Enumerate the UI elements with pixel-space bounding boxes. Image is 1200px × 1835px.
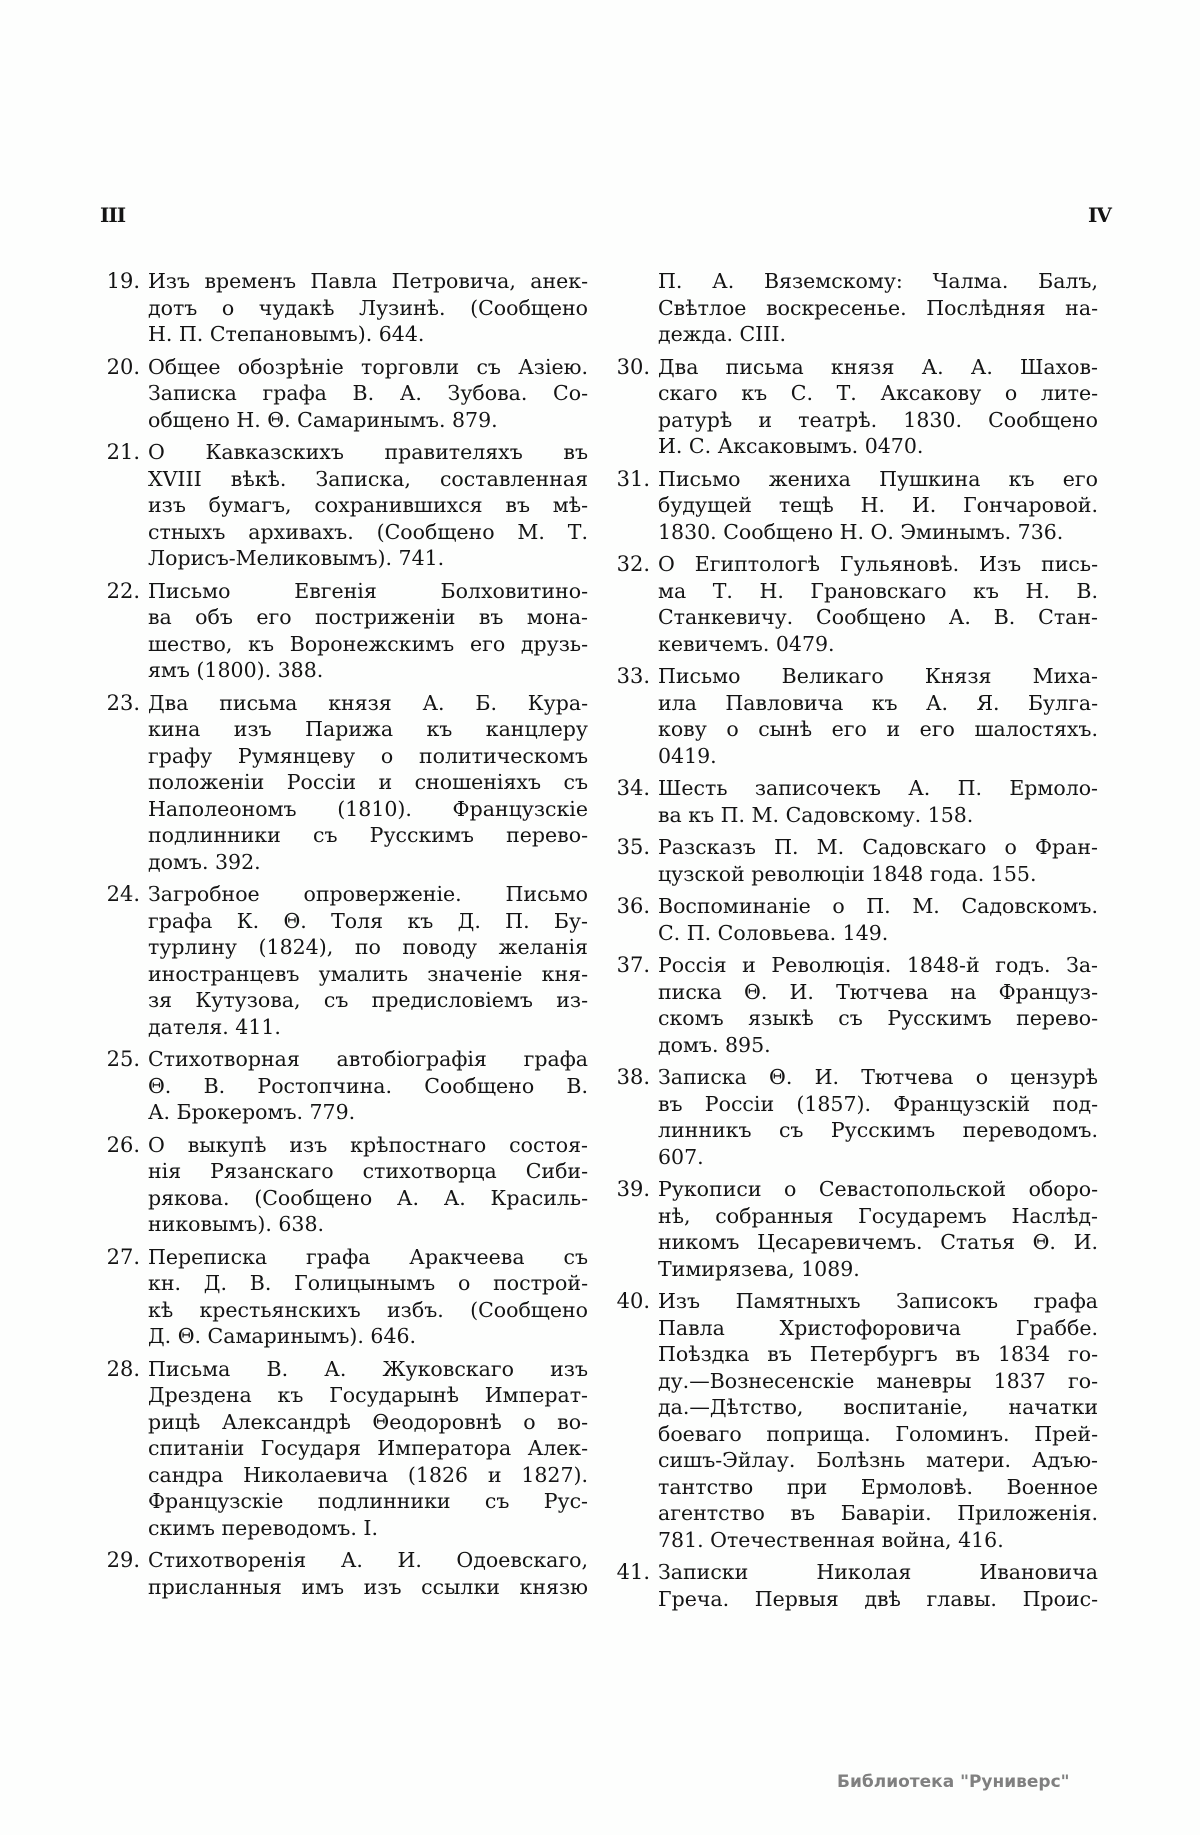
entry-number: 20. xyxy=(106,354,140,379)
entry-line: Рукописи о Севастопольской оборо- xyxy=(658,1177,1098,1201)
entry-line: присланныя имъ изъ ссылки князю xyxy=(148,1574,588,1599)
entry-number: 40. xyxy=(616,1289,650,1313)
entry-line: Свѣтлое воскресенье. Послѣдняя на- xyxy=(658,295,1098,320)
entry-line: скаго къ С. Т. Аксакову о лите- xyxy=(658,381,1098,405)
entry-line: Наполеономъ (1810). Французскіе xyxy=(148,796,588,821)
entry-line: А. Брокеромъ. 779. xyxy=(148,1100,356,1124)
page-number-right: IV xyxy=(1088,203,1111,227)
entry-line: 1830. Сообщено Н. О. Эминымъ. 736. xyxy=(658,519,1064,544)
entry-number: 31. xyxy=(616,466,650,491)
entry-line: кн. Д. В. Голицынымъ о построй- xyxy=(148,1271,588,1295)
entry-line: никомъ Цесаревичемъ. Статья Θ. И. xyxy=(658,1230,1098,1254)
entry-number: 27. xyxy=(106,1244,140,1269)
entry-line: Н. П. Степановымъ). 644. xyxy=(148,322,425,346)
entry-text xyxy=(658,466,1098,546)
entry-line: сишъ-Эйлау. Болѣзнь матери. Адъю- xyxy=(658,1448,1098,1472)
entry-number: 24. xyxy=(106,882,140,906)
entry-line: Россія и Революція. 1848-й годъ. За- xyxy=(658,953,1098,977)
entry-line: дежда. CIII. xyxy=(658,322,786,346)
entry-line: Переписка графа Аракчеева съ xyxy=(148,1244,588,1269)
entry-text xyxy=(658,1559,1098,1612)
entry-line: Тимирязева, 1089. xyxy=(658,1256,860,1281)
entry-line: Записки Николая Ивановича xyxy=(658,1560,1098,1584)
entry-line: Лорисъ-Меликовымъ). 741. xyxy=(148,546,445,570)
entry-line: агентство въ Баваріи. Приложенія. xyxy=(658,1501,1098,1525)
entry-line: тантство при Ермоловѣ. Военное xyxy=(658,1474,1098,1499)
entry-line: цузской революціи 1848 года. 155. xyxy=(658,861,1037,886)
entry-line: Французскіе подлинники съ Рус- xyxy=(148,1489,588,1513)
entry-text xyxy=(658,663,1098,769)
entry-line: графу Румянцеву о политическомъ xyxy=(148,743,588,768)
entry-line: будущей тещѣ Н. И. Гончаровой. xyxy=(658,493,1098,517)
entry-line: дателя. 411. xyxy=(148,1014,281,1039)
entry-line: О Египтологѣ Гульяновѣ. Изъ пись- xyxy=(658,552,1098,576)
entry-line: 0419. xyxy=(658,743,717,768)
entry-line: въ Россіи (1857). Французскій под- xyxy=(658,1091,1098,1116)
entry-number: 30. xyxy=(616,354,650,379)
entry-line: сандра Николаевича (1826 и 1827). xyxy=(148,1462,588,1487)
entry-line: спитаніи Государя Императора Алек- xyxy=(148,1436,588,1460)
toc-entry xyxy=(606,893,1098,946)
entry-line: Загробное опроверженіе. Письмо xyxy=(148,882,588,906)
entry-text xyxy=(148,690,588,876)
entry-line: ила Павловича къ А. Я. Булга- xyxy=(658,690,1098,715)
entry-line: кѣ крестьянскихъ избъ. (Сообщено xyxy=(148,1297,588,1322)
entry-number: 39. xyxy=(616,1177,650,1201)
entry-line: Греча. Первыя двѣ главы. Проис- xyxy=(658,1586,1098,1611)
toc-entry xyxy=(96,1547,588,1600)
entry-line: рякова. (Сообщено А. А. Красиль- xyxy=(148,1185,588,1210)
entry-line: О Кавказскихъ правителяхъ въ xyxy=(148,440,588,464)
entry-text xyxy=(148,268,588,348)
entry-line: графа К. Θ. Толя къ Д. П. Бу- xyxy=(148,908,588,933)
entry-line: Записка Θ. И. Тютчева о цензурѣ xyxy=(658,1065,1098,1089)
library-watermark: Библиотека "Руниверс" xyxy=(837,1772,1070,1792)
entry-line: домъ. 392. xyxy=(148,849,261,874)
entry-number: 34. xyxy=(616,776,650,800)
entry-line: Дрездена къ Государынѣ Императ- xyxy=(148,1383,588,1407)
left-column xyxy=(96,268,588,1606)
entry-line: Два письма князя А. А. Шахов- xyxy=(658,354,1098,379)
toc-entry xyxy=(606,354,1098,460)
entry-line: кина изъ Парижа къ канцлеру xyxy=(148,717,588,741)
toc-entry xyxy=(96,881,588,1040)
entry-line: шество, къ Воронежскимъ его друзь- xyxy=(148,631,588,656)
toc-entry xyxy=(606,1176,1098,1282)
entry-number: 41. xyxy=(616,1560,650,1584)
entry-line: Павла Христофоровича Граббе. xyxy=(658,1315,1098,1340)
entry-line: Письмо Евгенія Болховитино- xyxy=(148,578,588,603)
entry-line: С. П. Соловьева. 149. xyxy=(658,920,889,945)
entry-line: линникъ съ Русскимъ переводомъ. xyxy=(658,1118,1098,1142)
entry-number: 38. xyxy=(616,1065,650,1089)
entry-number: 28. xyxy=(106,1356,140,1381)
entry-text xyxy=(658,952,1098,1058)
entry-text xyxy=(148,1132,588,1238)
toc-entry xyxy=(96,1046,588,1126)
entry-line: Записка графа В. А. Зубова. Со- xyxy=(148,381,588,405)
entry-number: 23. xyxy=(106,690,140,715)
toc-entry xyxy=(96,439,588,572)
toc-entry xyxy=(606,775,1098,828)
entry-text xyxy=(148,1244,588,1350)
entry-number: 36. xyxy=(616,894,650,918)
entry-line: домъ. 895. xyxy=(658,1032,771,1057)
entry-number: 21. xyxy=(106,440,140,464)
entry-text xyxy=(658,834,1098,887)
entry-text xyxy=(658,1288,1098,1553)
entry-text xyxy=(658,1176,1098,1282)
entry-line: ямъ (1800). 388. xyxy=(148,658,324,682)
entry-number: 32. xyxy=(616,552,650,576)
toc-entry xyxy=(606,268,1098,348)
entry-line: общено Н. Θ. Самаринымъ. 879. xyxy=(148,407,498,432)
toc-entry xyxy=(96,1356,588,1542)
toc-entry xyxy=(606,952,1098,1058)
entry-text xyxy=(658,893,1098,946)
entry-number xyxy=(606,268,658,348)
entry-line: кевичемъ. 0479. xyxy=(658,631,835,656)
entry-text xyxy=(148,354,588,434)
toc-entry xyxy=(96,1244,588,1350)
entry-line: писка Θ. И. Тютчева на Француз- xyxy=(658,979,1098,1004)
entry-number: 37. xyxy=(616,953,650,977)
toc-entry xyxy=(96,578,588,684)
entry-line: 781. Отечественная война, 416. xyxy=(658,1527,1004,1552)
entry-line: О выкупѣ изъ крѣпостнаго состоя- xyxy=(148,1132,588,1157)
entry-line: стныхъ архивахъ. (Сообщено М. Т. xyxy=(148,519,588,544)
entry-line: подлинники съ Русскимъ перево- xyxy=(148,823,588,847)
entry-line: XVIII вѣкѣ. Записка, составленная xyxy=(148,466,588,491)
entry-line: изъ бумагъ, сохранившихся въ мѣ- xyxy=(148,493,588,517)
toc-entry xyxy=(606,551,1098,657)
page-number-left: III xyxy=(100,203,126,227)
entry-text xyxy=(658,551,1098,657)
entry-line: ва объ его постриженіи въ мона- xyxy=(148,605,588,629)
toc-entry xyxy=(96,354,588,434)
entry-line: Письмо Великаго Князя Миха- xyxy=(658,664,1098,688)
entry-line: Стихотворная автобіографія графа xyxy=(148,1047,588,1071)
entry-line: нія Рязанскаго стихотворца Сиби- xyxy=(148,1159,588,1183)
entry-text xyxy=(148,1356,588,1542)
entry-line: ва къ П. М. Садовскому. 158. xyxy=(658,802,974,827)
toc-entry xyxy=(606,1288,1098,1553)
entry-line: ратурѣ и театрѣ. 1830. Сообщено xyxy=(658,407,1098,432)
right-column xyxy=(606,268,1098,1618)
entry-line: И. С. Аксаковымъ. 0470. xyxy=(658,434,924,458)
entry-line: да.—Дѣтство, воспитаніе, начатки xyxy=(658,1395,1098,1419)
entry-line: положеніи Россіи и сношеніяхъ съ xyxy=(148,770,588,794)
entry-line: никовымъ). 638. xyxy=(148,1212,325,1236)
entry-line: иностранцевъ умалить значеніе кня- xyxy=(148,961,588,986)
entry-number: 22. xyxy=(106,578,140,603)
entry-line: скомъ языкѣ съ Русскимъ перево- xyxy=(658,1006,1098,1030)
entry-text xyxy=(148,881,588,1040)
entry-text xyxy=(658,775,1098,828)
entry-line: скимъ переводомъ. I. xyxy=(148,1515,378,1540)
entry-line: Письма В. А. Жуковскаго изъ xyxy=(148,1356,588,1381)
toc-entry xyxy=(606,663,1098,769)
toc-entry xyxy=(606,1559,1098,1612)
entry-text xyxy=(658,1064,1098,1170)
entry-line: П. А. Вяземскому: Чалма. Балъ, xyxy=(658,269,1098,293)
entry-number: 26. xyxy=(106,1132,140,1157)
entry-line: Поѣздка въ Петербургъ въ 1834 го- xyxy=(658,1342,1098,1366)
entry-number: 19. xyxy=(106,269,140,293)
entry-line: Два письма князя А. Б. Кура- xyxy=(148,690,588,715)
entry-line: 607. xyxy=(658,1144,704,1169)
entry-line: Д. Θ. Самаринымъ). 646. xyxy=(148,1324,417,1348)
entry-line: рицѣ Александрѣ Θеодоровнѣ о во- xyxy=(148,1409,588,1434)
entry-number: 33. xyxy=(616,664,650,688)
entry-line: кову о сынѣ его и его шалостяхъ. xyxy=(658,717,1098,741)
entry-number: 29. xyxy=(106,1548,140,1572)
entry-line: Θ. В. Ростопчина. Сообщено В. xyxy=(148,1073,588,1098)
entry-number: 35. xyxy=(616,835,650,859)
entry-line: дотъ о чудакѣ Лузинѣ. (Сообщено xyxy=(148,295,588,320)
entry-text xyxy=(658,268,1098,348)
entry-line: Письмо жениха Пушкина къ его xyxy=(658,466,1098,491)
toc-entry xyxy=(606,1064,1098,1170)
toc-entry xyxy=(96,268,588,348)
entry-line: Изъ Памятныхъ Записокъ графа xyxy=(658,1289,1098,1313)
entry-text xyxy=(658,354,1098,460)
entry-line: нѣ, собранныя Государемъ Наслѣд- xyxy=(658,1203,1098,1228)
entry-line: Изъ временъ Павла Петровича, анек- xyxy=(148,269,588,293)
entry-line: турлину (1824), по поводу желанія xyxy=(148,935,588,959)
entry-line: боеваго поприща. Голоминъ. Прей- xyxy=(658,1421,1098,1446)
entry-text xyxy=(148,1547,588,1600)
toc-entry xyxy=(96,1132,588,1238)
entry-line: Шесть записочекъ А. П. Ермоло- xyxy=(658,776,1098,800)
entry-number: 25. xyxy=(106,1047,140,1071)
entry-text xyxy=(148,1046,588,1126)
entry-line: ду.—Вознесенскіе маневры 1837 го- xyxy=(658,1368,1098,1393)
toc-entry xyxy=(606,466,1098,546)
entry-line: зя Кутузова, съ предисловіемъ из- xyxy=(148,988,588,1012)
entry-line: ма Т. Н. Грановскаго къ Н. В. xyxy=(658,578,1098,603)
entry-line: Разсказъ П. М. Садовскаго о Фран- xyxy=(658,835,1098,859)
entry-line: Общее обозрѣніе торговли съ Азіею. xyxy=(148,354,588,379)
toc-entry xyxy=(96,690,588,876)
toc-entry xyxy=(606,834,1098,887)
entry-text xyxy=(148,439,588,572)
entry-line: Воспоминаніе о П. М. Садовскомъ. xyxy=(658,894,1098,918)
entry-text xyxy=(148,578,588,684)
entry-line: Станкевичу. Сообщено А. В. Стан- xyxy=(658,605,1098,629)
entry-line: Стихотворенія А. И. Одоевскаго, xyxy=(148,1548,588,1572)
